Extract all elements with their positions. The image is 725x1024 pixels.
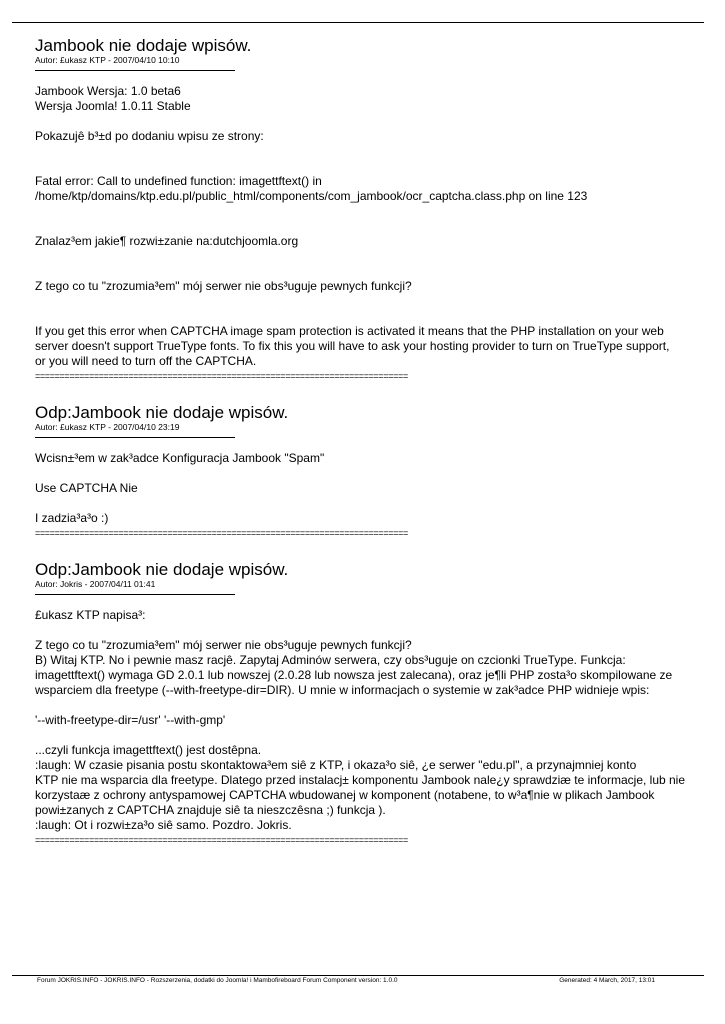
post-title: Odp:Jambook nie dodaje wpisów.: [35, 560, 289, 579]
post-3: [35, 561, 695, 846]
post-1: [35, 37, 695, 382]
post-author-date: Autor: Jokris - 2007/04/11 01:41: [35, 579, 156, 589]
post-body: £ukasz KTP napisa³: Z tego co tu "zrozumia³em" mój serwer nie obs³uguje pewnych funkcji? B) Witaj KTP. No i pewnie masz racjê. Zapytaj Adminów serwera, czy obs³uguje on czcionki TrueType. Funkcja: imagettftext() wymaga GD 2.0.1 lub nowszej (2.0.28 lub nowsza jest zalecana), oraz je¶li PHP zosta³o skompilowane ze wsparciem dla freetype (--with-freetype-dir=DIR). U mnie w informacjach o systemie w zak³adce PHP widnieje wpis: '--with-freetype-dir=/usr' '--with-gmp' ...czyli funkcja imagettftext() jest dostêpna. :laugh: W czasie pisania postu skontaktowa³em siê z KTP, i okaza³o siê, ¿e serwer "edu.pl", a przynajmniej konto KTP nie ma wsparcia dla freetype. Dlatego przed instalacj± komponentu Jambook nale¿y sprawdziæ te informacje, lub nie korzystaæ z ochrony antyspamowej CAPTCHA wbudowanej w komponent (notabene, to w³a¶nie w plikach Jambook powi±zanych z CAPTCHA znajduje siê ta nieszczêsna ;) funkcja ). :laugh: Ot i rozwi±za³o siê samo. Pozdro. Jokris.: [35, 608, 686, 832]
post-body: Jambook Wersja: 1.0 beta6 Wersja Joomla! 1.0.11 Stable Pokazujê b³±d po dodaniu wpisu ze strony: Fatal error: Call to undefined function: imagettftext() in /home/ktp/domains/ktp.edu.pl/public_html/components/com_jambook/ocr_captcha.class.php on line 123 Znalaz³em jakie¶ rozwi±zanie na:dutchjoomla.org Z tego co tu "zrozumia³em" mój serwer nie obs³uguje pewnych funkcji? If you get this error when CAPTCHA image spam protection is activated it means that the PHP installation on your web server doesn't support TrueType fonts. To fix this you will have to ask your hosting provider to turn on TrueType support, or you will need to turn off the CAPTCHA.: [35, 84, 670, 368]
post-author-date: Autor: £ukasz KTP - 2007/04/10 10:10: [35, 55, 180, 65]
page-top-rule: [12, 22, 704, 23]
post-title: Odp:Jambook nie dodaje wpisów.: [35, 403, 289, 422]
footer-generated-date: Generated: 4 March, 2017, 13:01: [559, 977, 655, 984]
post-meta-underline: [35, 437, 235, 438]
thread-content: [35, 37, 695, 846]
post-separator: ============================================================================: [35, 835, 408, 845]
footer-forum-info: Forum JOKRIS.INFO - JOKRIS.INFO - Rozszerzenia, dodatki do Joomla! i Mambofireboard Forum Component version: 1.0.0: [37, 977, 398, 984]
post-separator: ============================================================================: [35, 528, 408, 538]
post-meta-underline: [35, 70, 235, 71]
post-2: [35, 404, 695, 539]
post-body: Wcisn±³em w zak³adce Konfiguracja Jambook "Spam" Use CAPTCHA Nie I zadzia³a³o :): [35, 451, 325, 525]
post-meta-underline: [35, 594, 235, 595]
post-title: Jambook nie dodaje wpisów.: [35, 36, 252, 55]
post-author-date: Autor: £ukasz KTP - 2007/04/10 23:19: [35, 422, 180, 432]
page-bottom-rule: [12, 975, 704, 976]
post-separator: ============================================================================: [35, 371, 408, 381]
